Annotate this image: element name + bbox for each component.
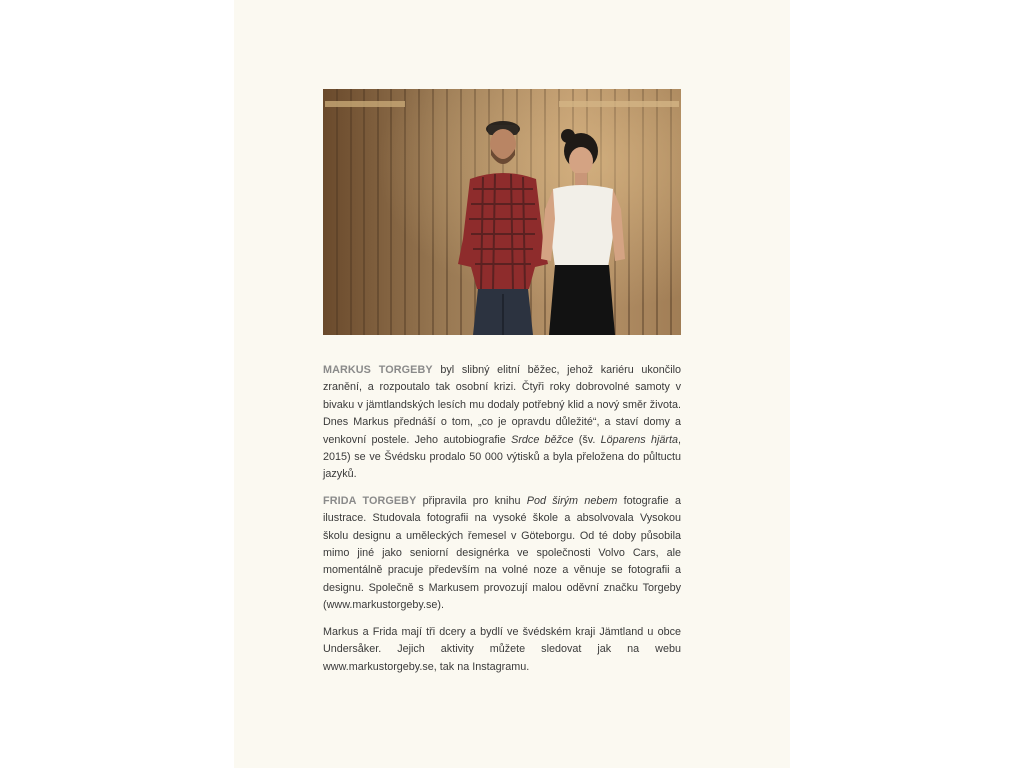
bio-markus bbox=[323, 362, 681, 484]
author-photo bbox=[323, 89, 681, 335]
bio-markus-text-c: , 2015) se ve Švédsku prodalo 50 000 výtisků a byla přeložena do půltuctu jazyků. bbox=[323, 433, 682, 481]
bio-family: Markus a Frida mají tři dcery a bydlí ve švédském kraji Jämtland u obce Undersåker. Jejich aktivity můžete sledovat jak na webu www.markustorgeby.se, tak na Instagramu. bbox=[323, 625, 681, 673]
bio-frida-text-b: fotografie a ilustrace. Studovala fotografii na vysoké škole a absolvovala Vysokou školu designu a uměleckých řemesel v Göteborgu. Od té doby působila mimo jiné jako seniorní designérka ve společnosti Volvo Cars, ale momentálně pracuje především na volné noze a věnuje se fotografii a designu. Společně s Markusem provozují malou oděvní značku Torgeby (www.markustorgeby.se). bbox=[323, 494, 681, 612]
author-name-frida: FRIDA TORGEBY bbox=[323, 494, 417, 507]
book-title-pod-sirym-nebem: Pod širým nebem bbox=[526, 494, 618, 507]
author-bios bbox=[323, 362, 681, 685]
bio-frida bbox=[323, 493, 681, 615]
bio-frida-text-a: připravila pro knihu bbox=[416, 494, 527, 507]
book-page bbox=[234, 0, 790, 768]
book-title-loparens-hjarta: Löparens hjärta bbox=[600, 433, 679, 446]
bio-markus-text-a: byl slibný elitní běžec, jehož kariéru ukončilo zranění, a rozpoutalo tak osobní krizi. Čtyři roky dobrovolné samoty v bivaku v jämtlandských lesích mu dodaly potřebný klid a nový směr života. Dnes Markus přednáší o tom, „co je opravdu důležité“, a staví domy a venkovní postele. Jeho autobiografie bbox=[323, 364, 682, 446]
door-hinge-right bbox=[559, 101, 679, 107]
door-hinge-left bbox=[325, 101, 405, 107]
author-name-markus: MARKUS TORGEBY bbox=[323, 364, 433, 376]
bio-markus-text-b: (šv. bbox=[573, 433, 601, 446]
author-portrait-photo bbox=[323, 89, 681, 335]
book-title-srdce-bezce: Srdce běžce bbox=[511, 433, 574, 446]
